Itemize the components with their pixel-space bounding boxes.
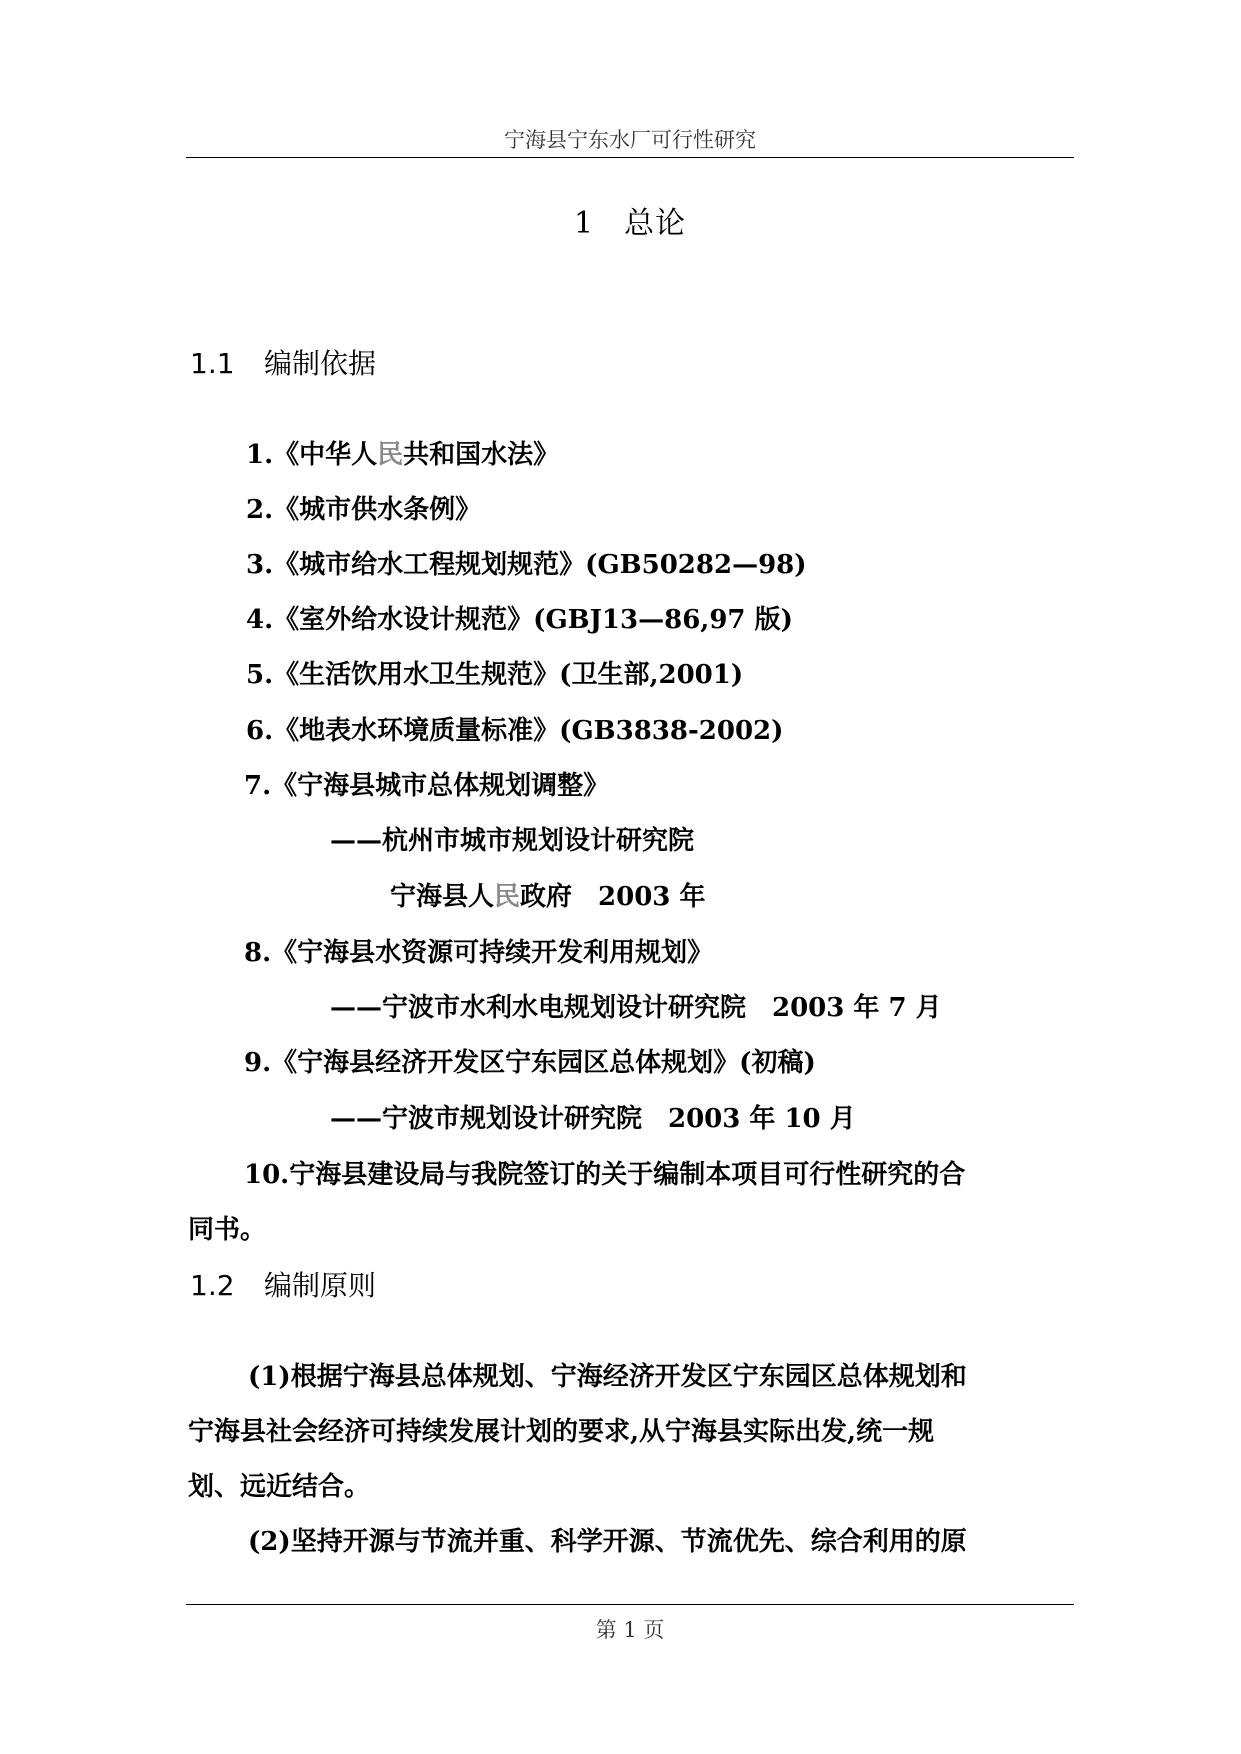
principle-1-line-3: 划、远近结合。 bbox=[188, 1472, 371, 1502]
reference-7-gov bbox=[390, 876, 705, 913]
reference-2: 2.《城市供水条例》 bbox=[246, 495, 482, 525]
reference-7-gov-c: 政府 2003 年 bbox=[520, 882, 706, 912]
reference-6: 6.《地表水环境质量标准》(GB3838-2002) bbox=[246, 716, 784, 746]
reference-1-part-a: 1.《中华人 bbox=[246, 440, 378, 470]
principle-1-line-2: 宁海县社会经济可持续发展计划的要求,从宁海县实际出发,统一规 bbox=[188, 1417, 935, 1447]
reference-7-gov-b: 民 bbox=[494, 882, 521, 912]
reference-8-org: ——宁波市水利水电规划设计研究院 2003 年 7 月 bbox=[330, 993, 942, 1023]
section-heading-1-2 bbox=[190, 1264, 376, 1304]
reference-7-gov-a: 宁海县人 bbox=[390, 882, 495, 912]
section-heading-1-1 bbox=[190, 342, 376, 382]
chapter-heading bbox=[186, 198, 1074, 242]
principle-2-line-1: (2)坚持开源与节流并重、科学开源、节流优先、综合利用的原 bbox=[248, 1527, 967, 1557]
section-number: 1.2 bbox=[190, 1269, 235, 1302]
header-rule bbox=[186, 157, 1074, 158]
reference-7: 7.《宁海县城市总体规划调整》 bbox=[244, 771, 610, 801]
reference-7-org: ——杭州市城市规划设计研究院 bbox=[330, 826, 695, 856]
reference-3: 3.《城市给水工程规划规范》(GB50282—98) bbox=[246, 550, 807, 580]
reference-9: 9.《宁海县经济开发区宁东园区总体规划》(初稿) bbox=[244, 1048, 816, 1078]
chapter-number: 1 bbox=[573, 206, 595, 241]
chapter-title: 总论 bbox=[624, 206, 687, 241]
reference-8: 8.《宁海县水资源可持续开发利用规划》 bbox=[244, 938, 714, 968]
section-title: 编制原则 bbox=[264, 1269, 377, 1302]
reference-5: 5.《生活饮用水卫生规范》(卫生部,2001) bbox=[246, 660, 744, 690]
reference-9-org: ——宁波市规划设计研究院 2003 年 10 月 bbox=[330, 1104, 856, 1134]
reference-10-line-1: 10.宁海县建设局与我院签订的关于编制本项目可行性研究的合 bbox=[244, 1160, 966, 1190]
reference-1 bbox=[246, 434, 559, 471]
footer-rule bbox=[186, 1604, 1074, 1605]
reference-10-line-2: 同书。 bbox=[188, 1215, 267, 1245]
section-title: 编制依据 bbox=[264, 347, 377, 380]
reference-1-part-c: 共和国水法》 bbox=[403, 440, 560, 470]
reference-1-part-b: 民 bbox=[377, 440, 404, 470]
section-number: 1.1 bbox=[190, 347, 235, 380]
page-number: 第 1 页 bbox=[595, 1618, 665, 1642]
principle-1-line-1: (1)根据宁海县总体规划、宁海经济开发区宁东园区总体规划和 bbox=[248, 1362, 967, 1392]
running-header: 宁海县宁东水厂可行性研究 bbox=[504, 128, 756, 152]
reference-4: 4.《室外给水设计规范》(GBJ13—86,97 版) bbox=[246, 605, 793, 635]
